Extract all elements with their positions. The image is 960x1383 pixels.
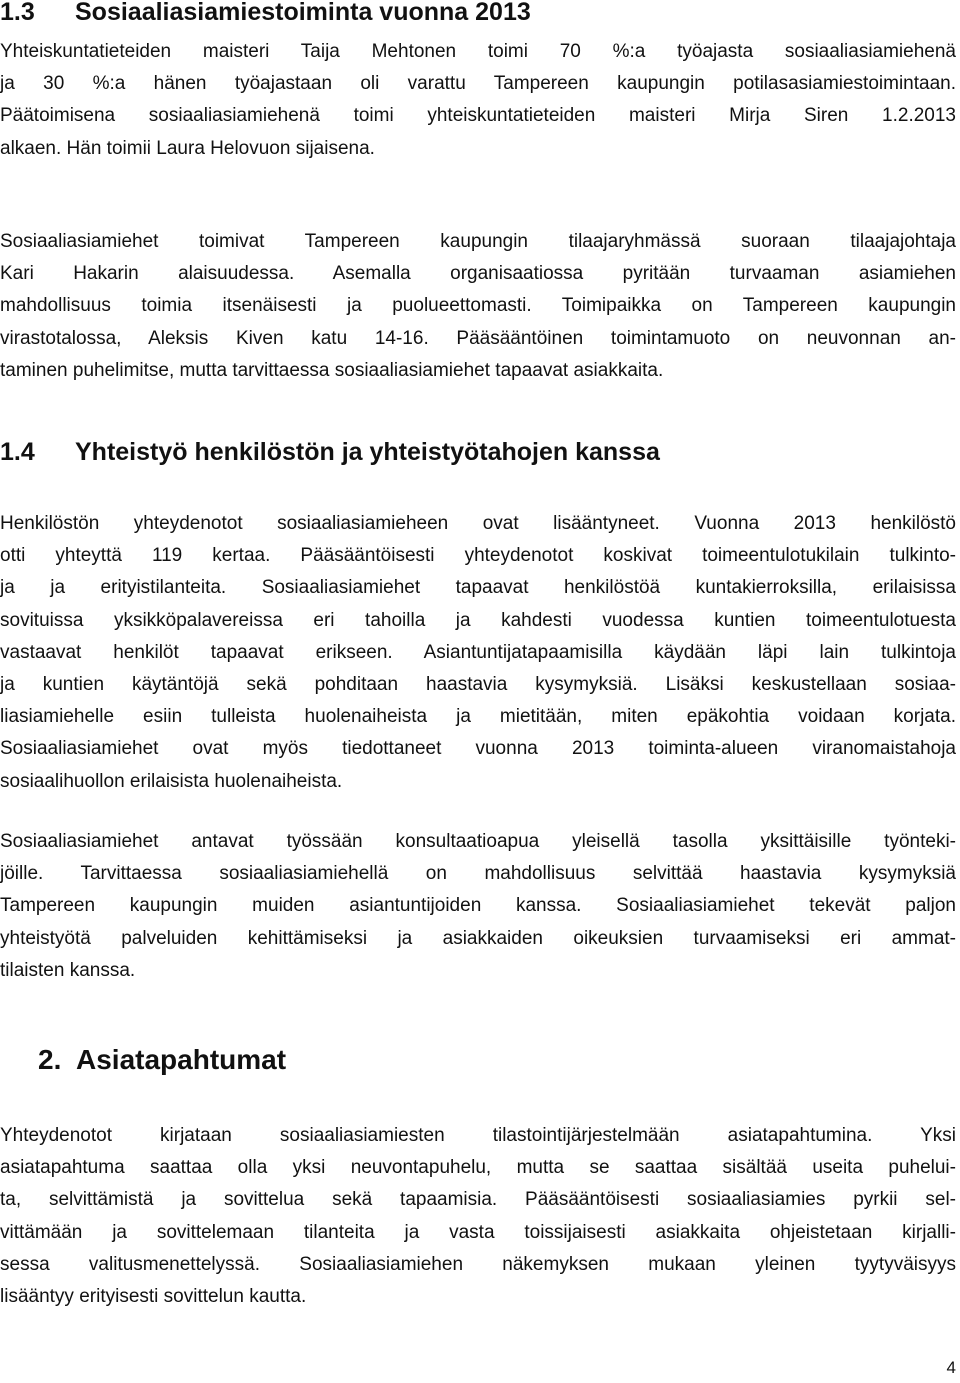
text-line: Sosiaaliasiamiehet antavat työssään konsultaatioapua yleisellä tasolla yksittäisille työnteki- xyxy=(0,831,956,852)
text-line: sessa valitusmenettelyssä. Sosiaaliasiamiehen näkemyksen mukaan yleinen tyytyväisyys xyxy=(0,1253,956,1275)
text-line: Tampereen kaupungin muiden asiantuntijoiden kanssa. Sosiaaliasiamiehet tekevät paljon xyxy=(0,895,956,917)
text-line: mahdollisuus toimia itsenäisesti ja puolueettomasti. Toimipaikka on Tampereen kaupungin xyxy=(0,295,956,317)
text-line: vastaavat henkilöt tapaavat erikseen. Asiantuntijatapaamisilla käydään läpi lain tulkintoja xyxy=(0,641,956,663)
text-line: yhteistyötä palveluiden kehittämiseksi ja asiakkaiden oikeuksien turvaamiseksi eri ammat- xyxy=(0,927,956,949)
section-title: Sosiaaliasiamiestoiminta vuonna 2013 xyxy=(75,0,531,26)
text-line: tilaisten kanssa. xyxy=(0,959,136,981)
section-number: 1.4 xyxy=(0,438,35,466)
text-line: vittämään ja sovittelemaan tilanteita ja vasta toissijaisesti asiakkaita ohjeistetaan kirjalli- xyxy=(0,1221,956,1243)
paragraph-staffing xyxy=(0,36,956,165)
text-line: ja kuntien käytäntöjä sekä pohditaan haastavia kysymyksiä. Lisäksi keskustellaan sosiaa- xyxy=(0,674,956,696)
text-line: Sosiaaliasiamiehet ovat myös tiedottaneet vuonna 2013 toiminta-alueen viranomaistahoja xyxy=(0,738,956,760)
section-number: 2. xyxy=(38,1044,62,1075)
text-line: ja ja erityistilanteita. Sosiaaliasiamiehet tapaavat henkilöstöä kuntakierroksilla, erilaisissa xyxy=(0,577,956,599)
text-line: virastotalossa, Aleksis Kiven katu 14-16. Pääsääntöinen toimintamuoto on neuvonnan an- xyxy=(0,327,956,349)
page-number: 4 xyxy=(946,1358,956,1377)
text-line: ja 30 %:a hänen työajastaan oli varattu Tampereen kaupungin potilasasiamiestoimintaan. xyxy=(0,73,956,95)
text-line: alkaen. Hän toimii Laura Helovuon sijaisena. xyxy=(0,137,375,159)
text-line: Yhteiskuntatieteiden maisteri Taija Mehtonen toimi 70 %:a työajasta sosiaaliasiamiehenä xyxy=(0,41,956,62)
text-line: sosiaalihuollon erilaisista huolenaiheista. xyxy=(0,770,343,792)
text-line: lisääntyy erityisesti sovittelun kautta. xyxy=(0,1286,307,1308)
section-heading-1-4 xyxy=(0,432,660,472)
paragraph-case-events xyxy=(0,1120,956,1313)
text-line: otti yhteyttä 119 kertaa. Pääsääntöisesti yhteydenotot koskivat toimeentulotukilain tulkinto- xyxy=(0,545,956,567)
section-heading-2 xyxy=(38,1038,286,1082)
text-line: ta, selvittämistä ja sovittelua sekä tapaamisia. Pääsääntöisesti sosiaaliasiamies pyrkii sel- xyxy=(0,1189,956,1211)
text-line: Päätoimisena sosiaaliasiamiehenä toimi yhteiskuntatieteiden maisteri Mirja Siren 1.2.2013 xyxy=(0,105,956,127)
paragraph-consultation xyxy=(0,826,956,987)
text-line: taminen puhelimitse, mutta tarvittaessa sosiaaliasiamiehet tapaavat asiakkaita. xyxy=(0,359,664,381)
text-line: asiatapahtuma saattaa olla yksi neuvontapuhelu, mutta se saattaa sisältää useita puhelui- xyxy=(0,1157,956,1179)
text-line: jöille. Tarvittaessa sosiaaliasiamiehellä on mahdollisuus selvittää haastavia kysymyksiä xyxy=(0,863,956,885)
section-heading-1-3 xyxy=(0,0,531,32)
paragraph-staff-contacts xyxy=(0,508,956,798)
paragraph-organisation xyxy=(0,226,956,387)
text-line: Kari Hakarin alaisuudessa. Asemalla organisaatiossa pyritään turvaaman asiamiehen xyxy=(0,263,956,285)
text-line: sovituissa yksikköpalavereissa eri tahoilla ja kahdesti vuodessa kuntien toimeentulotuesta xyxy=(0,609,956,631)
text-line: liasiamiehelle esiin tulleista huolenaiheista ja mietitään, miten epäkohtia voidaan korjata. xyxy=(0,706,956,728)
section-number: 1.3 xyxy=(0,0,35,26)
section-title: Asiatapahtumat xyxy=(76,1044,287,1075)
text-line: Sosiaaliasiamiehet toimivat Tampereen kaupungin tilaajaryhmässä suoraan tilaajajohtaja xyxy=(0,231,956,252)
text-line: Yhteydenotot kirjataan sosiaaliasiamiesten tilastointijärjestelmään asiatapahtumina. Yksi xyxy=(0,1125,956,1146)
text-line: Henkilöstön yhteydenotot sosiaaliasiamieheen ovat lisääntyneet. Vuonna 2013 henkilöstö xyxy=(0,513,956,534)
section-title: Yhteistyö henkilöstön ja yhteistyötahojen kanssa xyxy=(75,438,660,466)
